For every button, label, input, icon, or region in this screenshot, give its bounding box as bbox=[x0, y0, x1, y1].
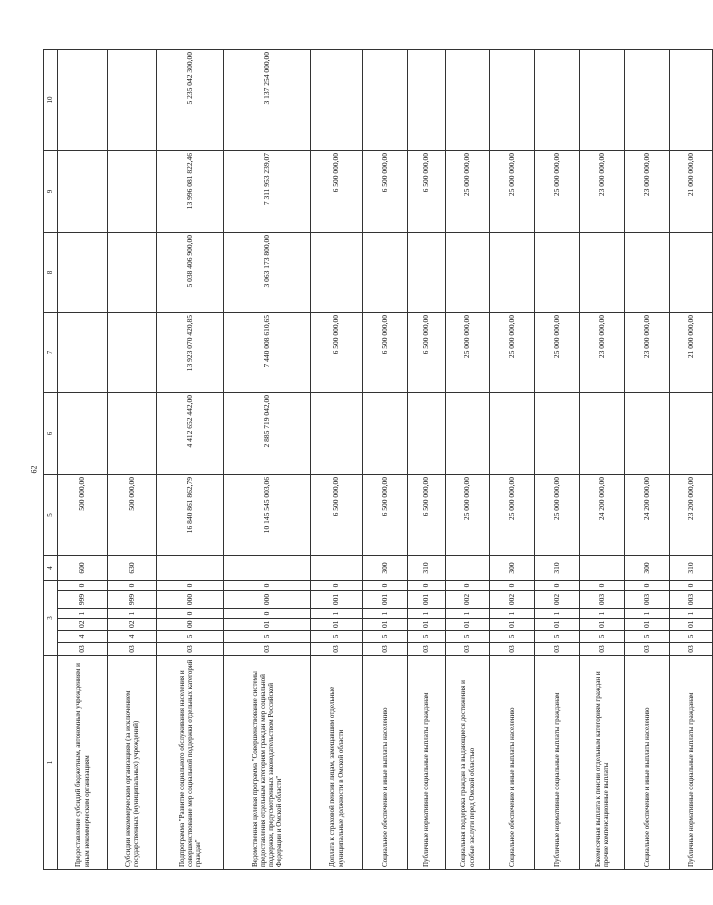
amount-cell: 3 137 254 000,00 bbox=[224, 49, 311, 150]
code-cell: 300 bbox=[363, 555, 408, 580]
code-cell: 5 bbox=[535, 631, 580, 643]
amount-cell bbox=[535, 392, 580, 474]
code-cell: 5 bbox=[224, 631, 311, 643]
code-cell: 4 bbox=[108, 631, 157, 643]
code-cell: 630 bbox=[108, 555, 157, 580]
code-cell: 001 bbox=[408, 591, 446, 609]
amount-cell: 25 000 000,00 bbox=[446, 312, 490, 392]
amount-cell bbox=[580, 232, 625, 312]
header-col-5: 5 bbox=[44, 474, 58, 555]
code-cell: 000 bbox=[224, 591, 311, 609]
code-cell: 01 bbox=[363, 619, 408, 631]
amount-cell: 25 000 000,00 bbox=[535, 150, 580, 232]
amount-cell: 23 000 000,00 bbox=[580, 150, 625, 232]
table-row bbox=[490, 49, 535, 869]
code-cell: 0 bbox=[408, 580, 446, 590]
amount-cell: 6 500 000,00 bbox=[408, 150, 446, 232]
amount-cell: 500 000,00 bbox=[58, 474, 108, 555]
table-row bbox=[108, 49, 157, 869]
row-name: Публичные нормативные социальные выплаты гражданам bbox=[670, 656, 713, 870]
code-cell: 0 bbox=[363, 580, 408, 590]
amount-cell bbox=[311, 392, 363, 474]
code-cell: 5 bbox=[311, 631, 363, 643]
amount-cell bbox=[625, 49, 670, 150]
code-cell: 1 bbox=[58, 609, 108, 619]
row-name: Публичные нормативные социальные выплаты гражданам bbox=[408, 656, 446, 870]
code-cell: 600 bbox=[58, 555, 108, 580]
code-cell: 01 bbox=[670, 619, 713, 631]
code-cell: 01 bbox=[224, 619, 311, 631]
amount-cell: 25 000 000,00 bbox=[490, 150, 535, 232]
amount-cell bbox=[580, 392, 625, 474]
header-col-7: 7 bbox=[44, 312, 58, 392]
code-cell: 5 bbox=[363, 631, 408, 643]
row-name: Ежемесячная выплата к пенсии отдельным категориям граждан и прочие компенсационные выплаты bbox=[580, 656, 625, 870]
row-name: Ведомственная целевая программа "Совершенствование системы предоставления отдельным категориям граждан мер социальной поддержки, предусмотренных законодательством Российской Федерации и Омской области" bbox=[224, 656, 311, 870]
table-row bbox=[408, 49, 446, 869]
amount-cell: 6 500 000,00 bbox=[408, 474, 446, 555]
row-name: Социальное обеспечение и иные выплаты населению bbox=[625, 656, 670, 870]
amount-cell bbox=[363, 49, 408, 150]
row-name: Социальная поддержка граждан за выдающиеся достижения и особые заслуги перед Омской областью bbox=[446, 656, 490, 870]
amount-cell: 23 000 000,00 bbox=[625, 312, 670, 392]
code-cell: 03 bbox=[670, 643, 713, 656]
table-row bbox=[157, 49, 224, 869]
amount-cell bbox=[363, 392, 408, 474]
amount-cell: 21 000 000,00 bbox=[670, 150, 713, 232]
table-row bbox=[446, 49, 490, 869]
header-col-1: 1 bbox=[44, 656, 58, 870]
amount-cell bbox=[58, 232, 108, 312]
amount-cell: 2 885 719 042,00 bbox=[224, 392, 311, 474]
code-cell: 03 bbox=[580, 643, 625, 656]
header-col-3: 3 bbox=[44, 580, 58, 655]
code-cell: 03 bbox=[58, 643, 108, 656]
code-cell: 03 bbox=[535, 643, 580, 656]
amount-cell bbox=[670, 232, 713, 312]
code-cell: 1 bbox=[408, 609, 446, 619]
code-cell bbox=[580, 555, 625, 580]
amount-cell: 23 000 000,00 bbox=[625, 150, 670, 232]
amount-cell bbox=[311, 232, 363, 312]
code-cell: 01 bbox=[625, 619, 670, 631]
code-cell: 0 bbox=[311, 580, 363, 590]
amount-cell bbox=[670, 49, 713, 150]
code-cell: 00 bbox=[157, 619, 224, 631]
header-col-6: 6 bbox=[44, 392, 58, 474]
code-cell: 5 bbox=[446, 631, 490, 643]
code-cell: 0 bbox=[580, 580, 625, 590]
code-cell: 002 bbox=[535, 591, 580, 609]
code-cell: 5 bbox=[625, 631, 670, 643]
amount-cell bbox=[535, 232, 580, 312]
amount-cell bbox=[580, 49, 625, 150]
code-cell: 03 bbox=[311, 643, 363, 656]
amount-cell bbox=[490, 49, 535, 150]
code-cell: 0 bbox=[224, 580, 311, 590]
row-name: Социальное обеспечение и иные выплаты населению bbox=[490, 656, 535, 870]
amount-cell bbox=[408, 49, 446, 150]
amount-cell bbox=[58, 49, 108, 150]
code-cell: 0 bbox=[108, 580, 157, 590]
row-name: Подпрограмма "Развитие социального обслуживания населения и совершенствование мер социальной поддержки отдельных категорий граждан" bbox=[157, 656, 224, 870]
code-cell: 02 bbox=[108, 619, 157, 631]
row-name: Субсидии некоммерческим организациям (за исключением государственных (муниципальных) учреждений) bbox=[108, 656, 157, 870]
amount-cell: 23 200 000,00 bbox=[670, 474, 713, 555]
amount-cell: 7 311 953 239,07 bbox=[224, 150, 311, 232]
code-cell: 1 bbox=[363, 609, 408, 619]
amount-cell: 25 000 000,00 bbox=[535, 312, 580, 392]
amount-cell: 500 000,00 bbox=[108, 474, 157, 555]
table-row bbox=[224, 49, 311, 869]
code-cell: 0 bbox=[224, 609, 311, 619]
amount-cell: 10 145 545 003,06 bbox=[224, 474, 311, 555]
amount-cell bbox=[108, 49, 157, 150]
amount-cell: 25 000 000,00 bbox=[446, 150, 490, 232]
amount-cell bbox=[446, 49, 490, 150]
code-cell: 4 bbox=[58, 631, 108, 643]
amount-cell: 6 500 000,00 bbox=[363, 312, 408, 392]
amount-cell: 5 235 042 300,00 bbox=[157, 49, 224, 150]
table-row bbox=[670, 49, 713, 869]
code-cell: 1 bbox=[535, 609, 580, 619]
row-name: Социальное обеспечение и иные выплаты населению bbox=[363, 656, 408, 870]
amount-cell: 25 000 000,00 bbox=[446, 474, 490, 555]
amount-cell bbox=[446, 392, 490, 474]
header-row bbox=[44, 49, 58, 869]
code-cell: 0 bbox=[670, 580, 713, 590]
amount-cell bbox=[625, 392, 670, 474]
amount-cell: 6 500 000,00 bbox=[363, 474, 408, 555]
header-col-8: 8 bbox=[44, 232, 58, 312]
code-cell: 01 bbox=[311, 619, 363, 631]
amount-cell bbox=[446, 232, 490, 312]
amount-cell bbox=[408, 232, 446, 312]
code-cell: 5 bbox=[408, 631, 446, 643]
row-name: Предоставление субсидий бюджетным, автономным учреждениям и иным некоммерческим организациям bbox=[58, 656, 108, 870]
code-cell: 03 bbox=[490, 643, 535, 656]
table-row bbox=[625, 49, 670, 869]
code-cell: 300 bbox=[490, 555, 535, 580]
amount-cell bbox=[408, 392, 446, 474]
code-cell: 5 bbox=[670, 631, 713, 643]
amount-cell: 6 500 000,00 bbox=[311, 150, 363, 232]
code-cell: 0 bbox=[625, 580, 670, 590]
code-cell: 1 bbox=[490, 609, 535, 619]
code-cell: 1 bbox=[670, 609, 713, 619]
amount-cell bbox=[58, 392, 108, 474]
code-cell: 0 bbox=[535, 580, 580, 590]
amount-cell bbox=[311, 49, 363, 150]
code-cell: 310 bbox=[408, 555, 446, 580]
amount-cell: 3 063 173 800,00 bbox=[224, 232, 311, 312]
code-cell: 003 bbox=[670, 591, 713, 609]
header-col-10: 10 bbox=[44, 49, 58, 150]
code-cell: 03 bbox=[625, 643, 670, 656]
code-cell: 003 bbox=[625, 591, 670, 609]
amount-cell: 6 500 000,00 bbox=[311, 312, 363, 392]
code-cell: 01 bbox=[408, 619, 446, 631]
amount-cell bbox=[670, 392, 713, 474]
code-cell: 03 bbox=[446, 643, 490, 656]
header-col-4: 4 bbox=[44, 555, 58, 580]
amount-cell bbox=[363, 232, 408, 312]
budget-table bbox=[43, 49, 713, 870]
code-cell: 002 bbox=[446, 591, 490, 609]
table-row bbox=[58, 49, 108, 869]
amount-cell: 13 923 070 420,85 bbox=[157, 312, 224, 392]
amount-cell bbox=[490, 392, 535, 474]
code-cell: 0 bbox=[58, 580, 108, 590]
code-cell: 1 bbox=[446, 609, 490, 619]
code-cell: 001 bbox=[363, 591, 408, 609]
table-body bbox=[58, 49, 713, 869]
code-cell: 03 bbox=[408, 643, 446, 656]
page-number: 62 bbox=[29, 465, 39, 474]
amount-cell bbox=[108, 392, 157, 474]
code-cell bbox=[224, 555, 311, 580]
amount-cell: 4 412 652 442,00 bbox=[157, 392, 224, 474]
code-cell: 5 bbox=[490, 631, 535, 643]
code-cell: 0 bbox=[446, 580, 490, 590]
amount-cell bbox=[58, 312, 108, 392]
code-cell: 1 bbox=[108, 609, 157, 619]
code-cell: 01 bbox=[446, 619, 490, 631]
amount-cell: 25 000 000,00 bbox=[535, 474, 580, 555]
code-cell: 03 bbox=[157, 643, 224, 656]
code-cell: 03 bbox=[108, 643, 157, 656]
amount-cell: 13 996 081 822,46 bbox=[157, 150, 224, 232]
table-row bbox=[535, 49, 580, 869]
amount-cell bbox=[490, 232, 535, 312]
table-row bbox=[363, 49, 408, 869]
amount-cell bbox=[108, 150, 157, 232]
amount-cell: 25 000 000,00 bbox=[490, 312, 535, 392]
header-col-9: 9 bbox=[44, 150, 58, 232]
amount-cell bbox=[535, 49, 580, 150]
amount-cell: 6 500 000,00 bbox=[408, 312, 446, 392]
code-cell bbox=[311, 555, 363, 580]
code-cell: 03 bbox=[224, 643, 311, 656]
code-cell bbox=[157, 555, 224, 580]
code-cell: 999 bbox=[108, 591, 157, 609]
code-cell: 310 bbox=[535, 555, 580, 580]
table-row bbox=[580, 49, 625, 869]
amount-cell: 6 500 000,00 bbox=[311, 474, 363, 555]
code-cell: 01 bbox=[580, 619, 625, 631]
code-cell: 1 bbox=[580, 609, 625, 619]
code-cell: 1 bbox=[311, 609, 363, 619]
amount-cell: 16 840 861 862,79 bbox=[157, 474, 224, 555]
code-cell: 001 bbox=[311, 591, 363, 609]
amount-cell: 7 440 008 610,65 bbox=[224, 312, 311, 392]
amount-cell: 6 500 000,00 bbox=[363, 150, 408, 232]
row-name: Доплата к страховой пенсии лицам, замещавшим отдельные муниципальные должности в Омской области bbox=[311, 656, 363, 870]
code-cell: 01 bbox=[490, 619, 535, 631]
code-cell: 300 bbox=[625, 555, 670, 580]
code-cell: 999 bbox=[58, 591, 108, 609]
amount-cell: 23 000 000,00 bbox=[580, 312, 625, 392]
row-name: Публичные нормативные социальные выплаты гражданам bbox=[535, 656, 580, 870]
code-cell: 0 bbox=[490, 580, 535, 590]
code-cell: 310 bbox=[670, 555, 713, 580]
amount-cell: 24 200 000,00 bbox=[580, 474, 625, 555]
code-cell: 0 bbox=[157, 580, 224, 590]
amount-cell bbox=[625, 232, 670, 312]
code-cell: 01 bbox=[535, 619, 580, 631]
code-cell: 02 bbox=[58, 619, 108, 631]
code-cell: 000 bbox=[157, 591, 224, 609]
code-cell: 003 bbox=[580, 591, 625, 609]
table-row bbox=[311, 49, 363, 869]
amount-cell: 21 000 000,00 bbox=[670, 312, 713, 392]
rotated-page bbox=[43, 50, 695, 870]
amount-cell bbox=[58, 150, 108, 232]
amount-cell bbox=[108, 312, 157, 392]
code-cell: 1 bbox=[625, 609, 670, 619]
code-cell: 0 bbox=[157, 609, 224, 619]
code-cell: 03 bbox=[363, 643, 408, 656]
code-cell bbox=[446, 555, 490, 580]
code-cell: 5 bbox=[157, 631, 224, 643]
amount-cell: 5 038 406 900,00 bbox=[157, 232, 224, 312]
amount-cell: 25 000 000,00 bbox=[490, 474, 535, 555]
code-cell: 5 bbox=[580, 631, 625, 643]
amount-cell bbox=[108, 232, 157, 312]
code-cell: 002 bbox=[490, 591, 535, 609]
amount-cell: 24 200 000,00 bbox=[625, 474, 670, 555]
